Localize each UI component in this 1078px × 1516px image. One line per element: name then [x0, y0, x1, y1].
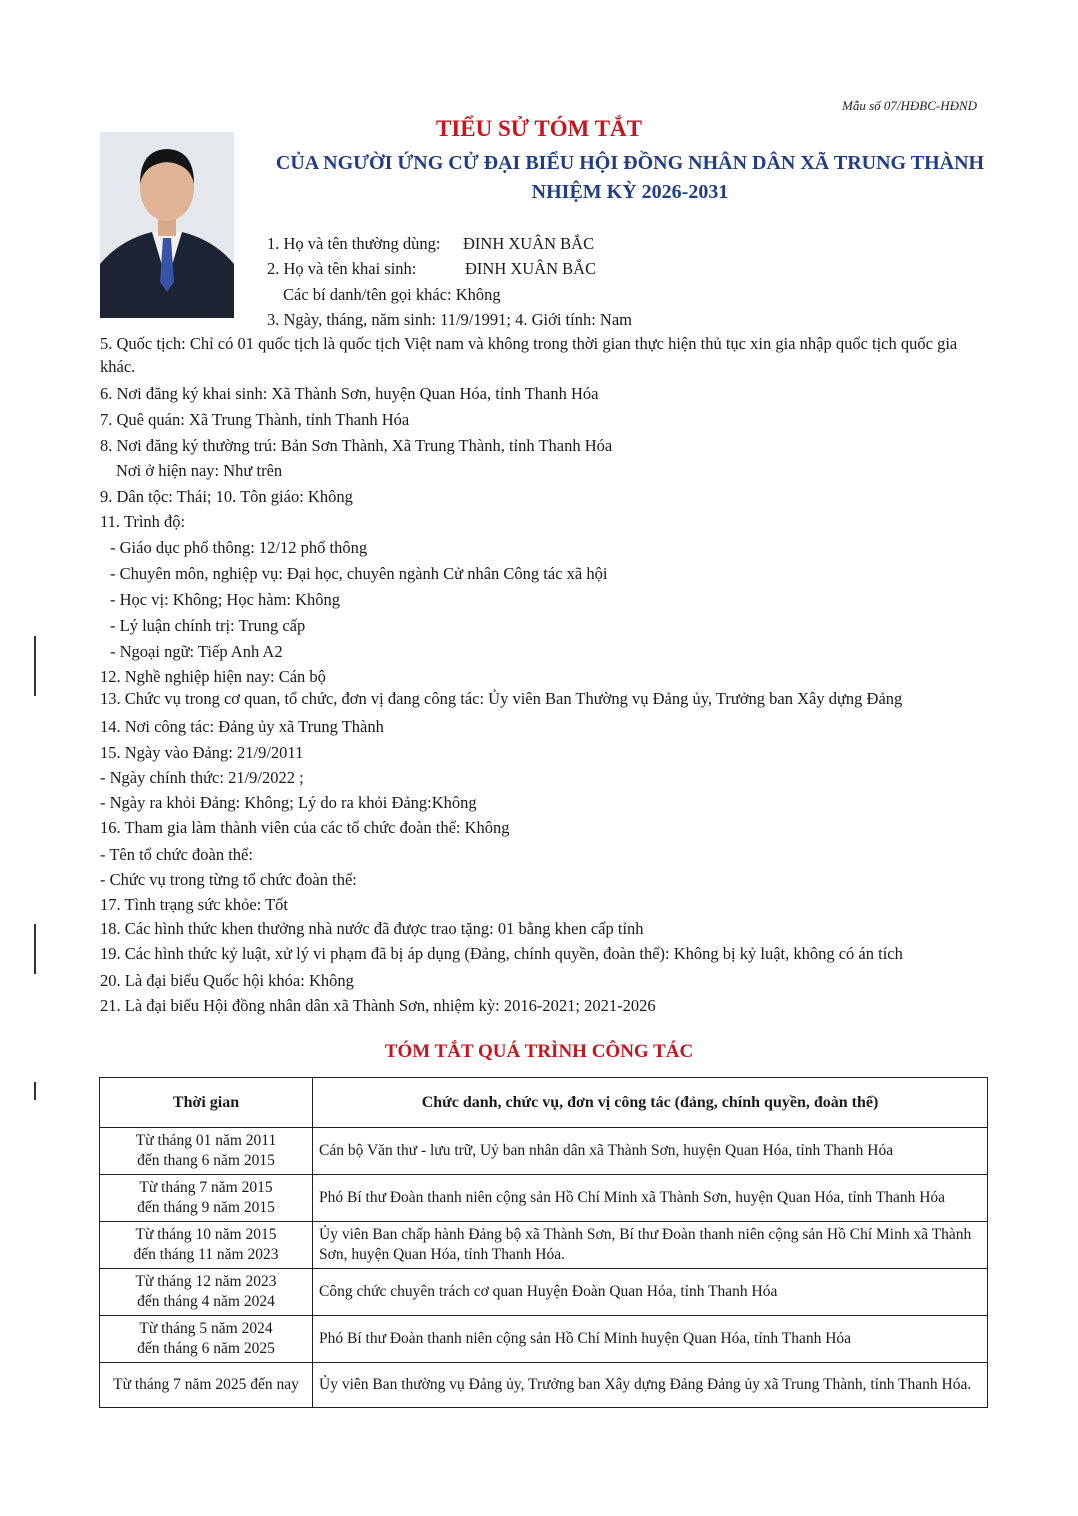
column-header-time: Thời gian	[100, 1078, 313, 1128]
cell-position: Cán bộ Văn thư - lưu trữ, Uỷ ban nhân dân xã Thành Sơn, huyện Quan Hóa, tỉnh Thanh Hóa	[313, 1128, 988, 1175]
table-row	[100, 1128, 988, 1175]
subtitle-line-1: CỦA NGƯỜI ỨNG CỬ ĐẠI BIỂU HỘI ĐỒNG NHÂN DÂN XÃ TRUNG THÀNH	[275, 152, 985, 174]
cell-position: Công chức chuyên trách cơ quan Huyện Đoàn Quan Hóa, tỉnh Thanh Hóa	[313, 1269, 988, 1316]
field-party-join-date: 15. Ngày vào Đảng: 21/9/2011	[100, 743, 304, 762]
field-birthdate-gender: 3. Ngày, tháng, năm sinh: 11/9/1991; 4. Giới tính: Nam	[267, 310, 632, 329]
cell-position: Ủy viên Ban thường vụ Đảng ủy, Trưởng ban Xây dựng Đảng Đảng ủy xã Trung Thành, tỉnh Thanh Hóa.	[313, 1363, 988, 1408]
scan-edge-mark	[34, 924, 36, 974]
work-history-title: TÓM TẮT QUÁ TRÌNH CÔNG TÁC	[384, 1041, 694, 1062]
field-organization-name: - Tên tổ chức đoàn thể:	[100, 845, 253, 864]
field-degree: - Học vị: Không; Học hàm: Không	[110, 590, 341, 609]
field-hometown: 7. Quê quán: Xã Trung Thành, tỉnh Thanh Hóa	[100, 410, 410, 429]
field-general-education: - Giáo dục phổ thông: 12/12 phổ thông	[110, 538, 368, 557]
field-position: 13. Chức vụ trong cơ quan, tổ chức, đơn vị đang công tác: Ủy viên Ban Thường vụ Đảng ủy, Trưởng ban Xây dựng Đảng	[100, 689, 903, 708]
scan-edge-mark	[34, 1082, 36, 1100]
table-row	[100, 1222, 988, 1269]
field-label: 1. Họ và tên thường dùng:	[267, 234, 441, 253]
field-party-official-date: - Ngày chính thức: 21/9/2022 ;	[100, 768, 304, 787]
portrait-image	[100, 132, 234, 318]
cell-position: Ủy viên Ban chấp hành Đảng bộ xã Thành Sơn, Bí thư Đoàn thanh niên cộng sản Hồ Chí Minh xã Thành Sơn, huyện Quan Hóa, tỉnh Thanh Hóa.	[313, 1222, 988, 1269]
work-history-table	[99, 1077, 988, 1408]
field-education-heading: 11. Trình độ:	[100, 512, 186, 531]
candidate-photo	[100, 132, 234, 318]
table-header-row	[100, 1078, 988, 1128]
field-label: 2. Họ và tên khai sinh:	[267, 259, 417, 278]
table-row	[100, 1269, 988, 1316]
cell-time: Từ tháng 7 năm 2025 đến nay	[100, 1363, 313, 1408]
field-ethnicity-religion: 9. Dân tộc: Thái; 10. Tôn giáo: Không	[100, 487, 353, 506]
field-nationality: 5. Quốc tịch: Chỉ có 01 quốc tịch là quốc tịch Việt nam và không trong thời gian thực hiện thủ tục xin gia nhập quốc tịch quốc gia khác.	[100, 334, 958, 376]
field-common-name	[267, 234, 595, 254]
column-header-position: Chức danh, chức vụ, đơn vị công tác (đảng, chính quyền, đoàn thể)	[313, 1078, 988, 1128]
cell-time: Từ tháng 7 năm 2015 đến tháng 9 năm 2015	[100, 1175, 313, 1222]
cell-position: Phó Bí thư Đoàn thanh niên cộng sản Hồ Chí Minh huyện Quan Hóa, tỉnh Thanh Hóa	[313, 1316, 988, 1363]
cell-time: Từ tháng 12 năm 2023 đến tháng 4 năm 2024	[100, 1269, 313, 1316]
field-permanent-residence: 8. Nơi đăng ký thường trú: Bản Sơn Thành, Xã Trung Thành, tỉnh Thanh Hóa	[100, 436, 613, 455]
document-title: TIỂU SỬ TÓM TẮT	[436, 116, 642, 141]
subtitle-line-2: NHIỆM KỲ 2026-2031	[531, 181, 729, 203]
form-code: Mẫu số 07/HĐBC-HĐND	[842, 98, 978, 113]
field-foreign-language: - Ngoại ngữ: Tiếp Anh A2	[110, 642, 283, 661]
field-value: ĐINH XUÂN BẮC	[465, 259, 597, 278]
field-health: 17. Tình trạng sức khỏe: Tốt	[100, 895, 288, 914]
table-row	[100, 1363, 988, 1408]
field-organization-position: - Chức vụ trong từng tổ chức đoàn thể:	[100, 870, 357, 889]
field-specialization: - Chuyên môn, nghiệp vụ: Đại học, chuyên ngành Cử nhân Công tác xã hội	[110, 564, 608, 583]
field-current-residence: Nơi ở hiện nay: Như trên	[116, 461, 283, 480]
cell-time: Từ tháng 01 năm 2011 đến thang 6 năm 2015	[100, 1128, 313, 1175]
field-awards: 18. Các hình thức khen thưởng nhà nước đã được trao tặng: 01 bằng khen cấp tỉnh	[100, 919, 644, 938]
field-workplace: 14. Nơi công tác: Đảng ủy xã Trung Thành	[100, 717, 384, 736]
field-discipline: 19. Các hình thức kỷ luật, xử lý vi phạm đã bị áp dụng (Đảng, chính quyền, đoàn thể): Không bị kỷ luật, không có án tích	[100, 944, 903, 963]
field-aliases: Các bí danh/tên gọi khác: Không	[283, 285, 501, 304]
field-national-assembly: 20. Là đại biểu Quốc hội khóa: Không	[100, 971, 354, 990]
field-party-exit: - Ngày ra khỏi Đảng: Không; Lý do ra khỏi Đảng:Không	[100, 793, 477, 812]
field-organizations: 16. Tham gia làm thành viên của các tổ chức đoàn thể: Không	[100, 818, 510, 837]
cell-time: Từ tháng 10 năm 2015 đến tháng 11 năm 2023	[100, 1222, 313, 1269]
field-value: ĐINH XUÂN BẮC	[463, 234, 595, 253]
cell-position: Phó Bí thư Đoàn thanh niên cộng sản Hồ Chí Minh xã Thành Sơn, huyện Quan Hóa, tỉnh Thanh Hóa	[313, 1175, 988, 1222]
field-political-theory: - Lý luận chính trị: Trung cấp	[110, 616, 306, 635]
scan-edge-mark	[34, 636, 36, 696]
table-row	[100, 1316, 988, 1363]
table-row	[100, 1175, 988, 1222]
field-occupation: 12. Nghề nghiệp hiện nay: Cán bộ	[100, 667, 326, 686]
field-birth-registration: 6. Nơi đăng ký khai sinh: Xã Thành Sơn, huyện Quan Hóa, tỉnh Thanh Hóa	[100, 384, 599, 403]
field-birth-name	[267, 259, 597, 279]
field-council-member: 21. Là đại biểu Hội đồng nhân dân xã Thành Sơn, nhiệm kỳ: 2016-2021; 2021-2026	[100, 996, 656, 1015]
document-subtitle	[240, 149, 1020, 207]
cell-time: Từ tháng 5 năm 2024 đến tháng 6 năm 2025	[100, 1316, 313, 1363]
